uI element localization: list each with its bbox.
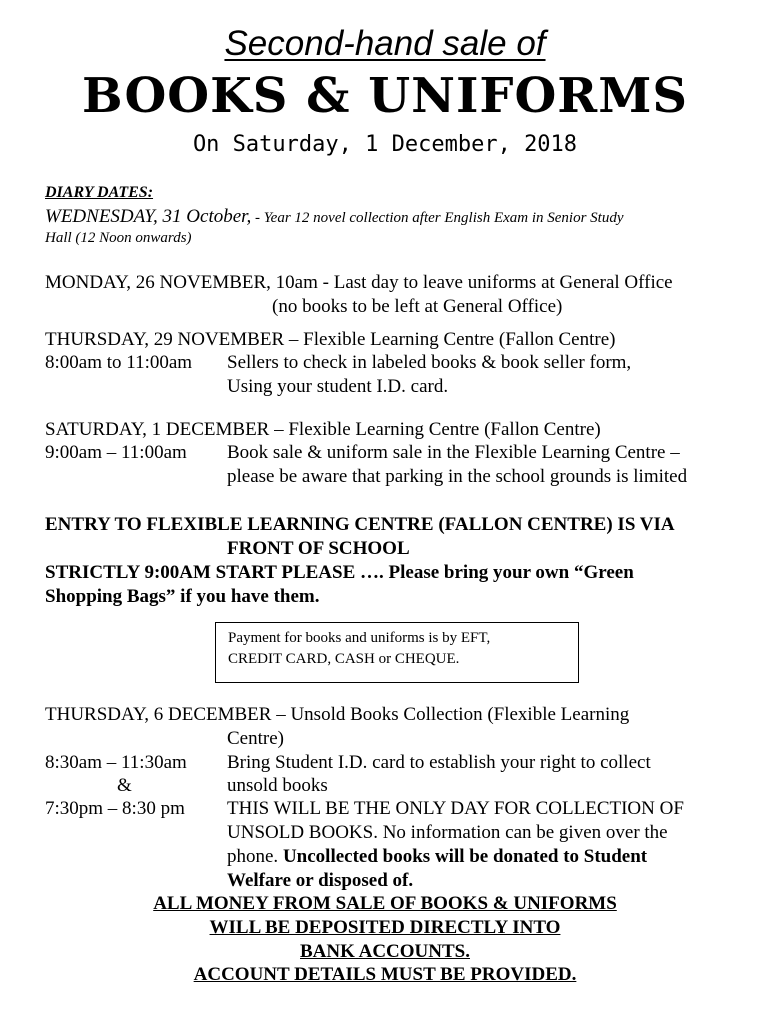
wednesday-text: - Year 12 novel collection after English Exam in Senior Study (251, 210, 624, 226)
saturday-time: 9:00am – 11:00am (45, 442, 187, 463)
diary-wednesday (45, 206, 624, 228)
collection-desc-5-bold: Uncollected books will be donated to Student (282, 846, 648, 867)
collection-desc-1: Bring Student I.D. card to establish your right to collect (227, 752, 651, 773)
entry-notice-1: ENTRY TO FLEXIBLE LEARNING CENTRE (FALLON CENTRE) IS VIA (45, 514, 675, 535)
collection-desc-6: Welfare or disposed of. (227, 870, 414, 891)
collection-desc-4: UNSOLD BOOKS. No information can be given over the (227, 822, 668, 843)
collection-desc-5-plain: phone. (227, 846, 283, 867)
collection-time-1: 8:30am – 11:30am (45, 752, 187, 773)
wednesday-date: WEDNESDAY, 31 October, (45, 206, 252, 227)
collection-desc-5 (227, 845, 647, 868)
thursday-desc-2: Using your student I.D. card. (227, 376, 449, 397)
saturday-desc-2: please be aware that parking in the school grounds is limited (227, 466, 688, 487)
payment-line-1: Payment for books and uniforms is by EFT, (228, 630, 491, 646)
entry-notice-3: STRICTLY 9:00AM START PLEASE …. Please bring your own “Green (45, 562, 634, 583)
thursday-line: THURSDAY, 29 NOVEMBER – Flexible Learning Centre (Fallon Centre) (45, 329, 616, 350)
diary-heading: DIARY DATES: (45, 184, 154, 201)
collection-line: THURSDAY, 6 DECEMBER – Unsold Books Collection (Flexible Learning (45, 704, 630, 725)
monday-line: MONDAY, 26 NOVEMBER, 10am - Last day to leave uniforms at General Office (45, 272, 673, 293)
thursday-desc-1: Sellers to check in labeled books & book seller form, (227, 352, 632, 373)
entry-notice-2: FRONT OF SCHOOL (227, 538, 410, 559)
closing-line-2: WILL BE DEPOSITED DIRECTLY INTO (209, 917, 561, 938)
closing-line-4: ACCOUNT DETAILS MUST BE PROVIDED. (193, 964, 577, 985)
collection-line-cont: Centre) (227, 728, 284, 749)
closing-line-1: ALL MONEY FROM SALE OF BOOKS & UNIFORMS (153, 893, 617, 914)
saturday-line: SATURDAY, 1 DECEMBER – Flexible Learning Centre (Fallon Centre) (45, 419, 601, 440)
collection-desc-3: THIS WILL BE THE ONLY DAY FOR COLLECTION OF (227, 798, 684, 819)
closing-line-3: BANK ACCOUNTS. (300, 941, 470, 962)
thursday-time: 8:00am to 11:00am (45, 352, 193, 373)
event-date: On Saturday, 1 December, 2018 (192, 132, 578, 157)
collection-ampersand: & (117, 775, 132, 796)
monday-note: (no books to be left at General Office) (272, 296, 563, 317)
wednesday-text-cont: Hall (12 Noon onwards) (45, 230, 192, 246)
collection-desc-2: unsold books (227, 775, 328, 796)
subtitle: Second-hand sale of (224, 24, 546, 63)
collection-time-2: 7:30pm – 8:30 pm (45, 798, 185, 819)
payment-line-2: CREDIT CARD, CASH or CHEQUE. (228, 651, 460, 667)
payment-box (215, 622, 579, 683)
saturday-desc-1: Book sale & uniform sale in the Flexible Learning Centre – (227, 442, 680, 463)
entry-notice-4: Shopping Bags” if you have them. (45, 586, 320, 607)
page-title: BOOKS & UNIFORMS (82, 68, 688, 124)
